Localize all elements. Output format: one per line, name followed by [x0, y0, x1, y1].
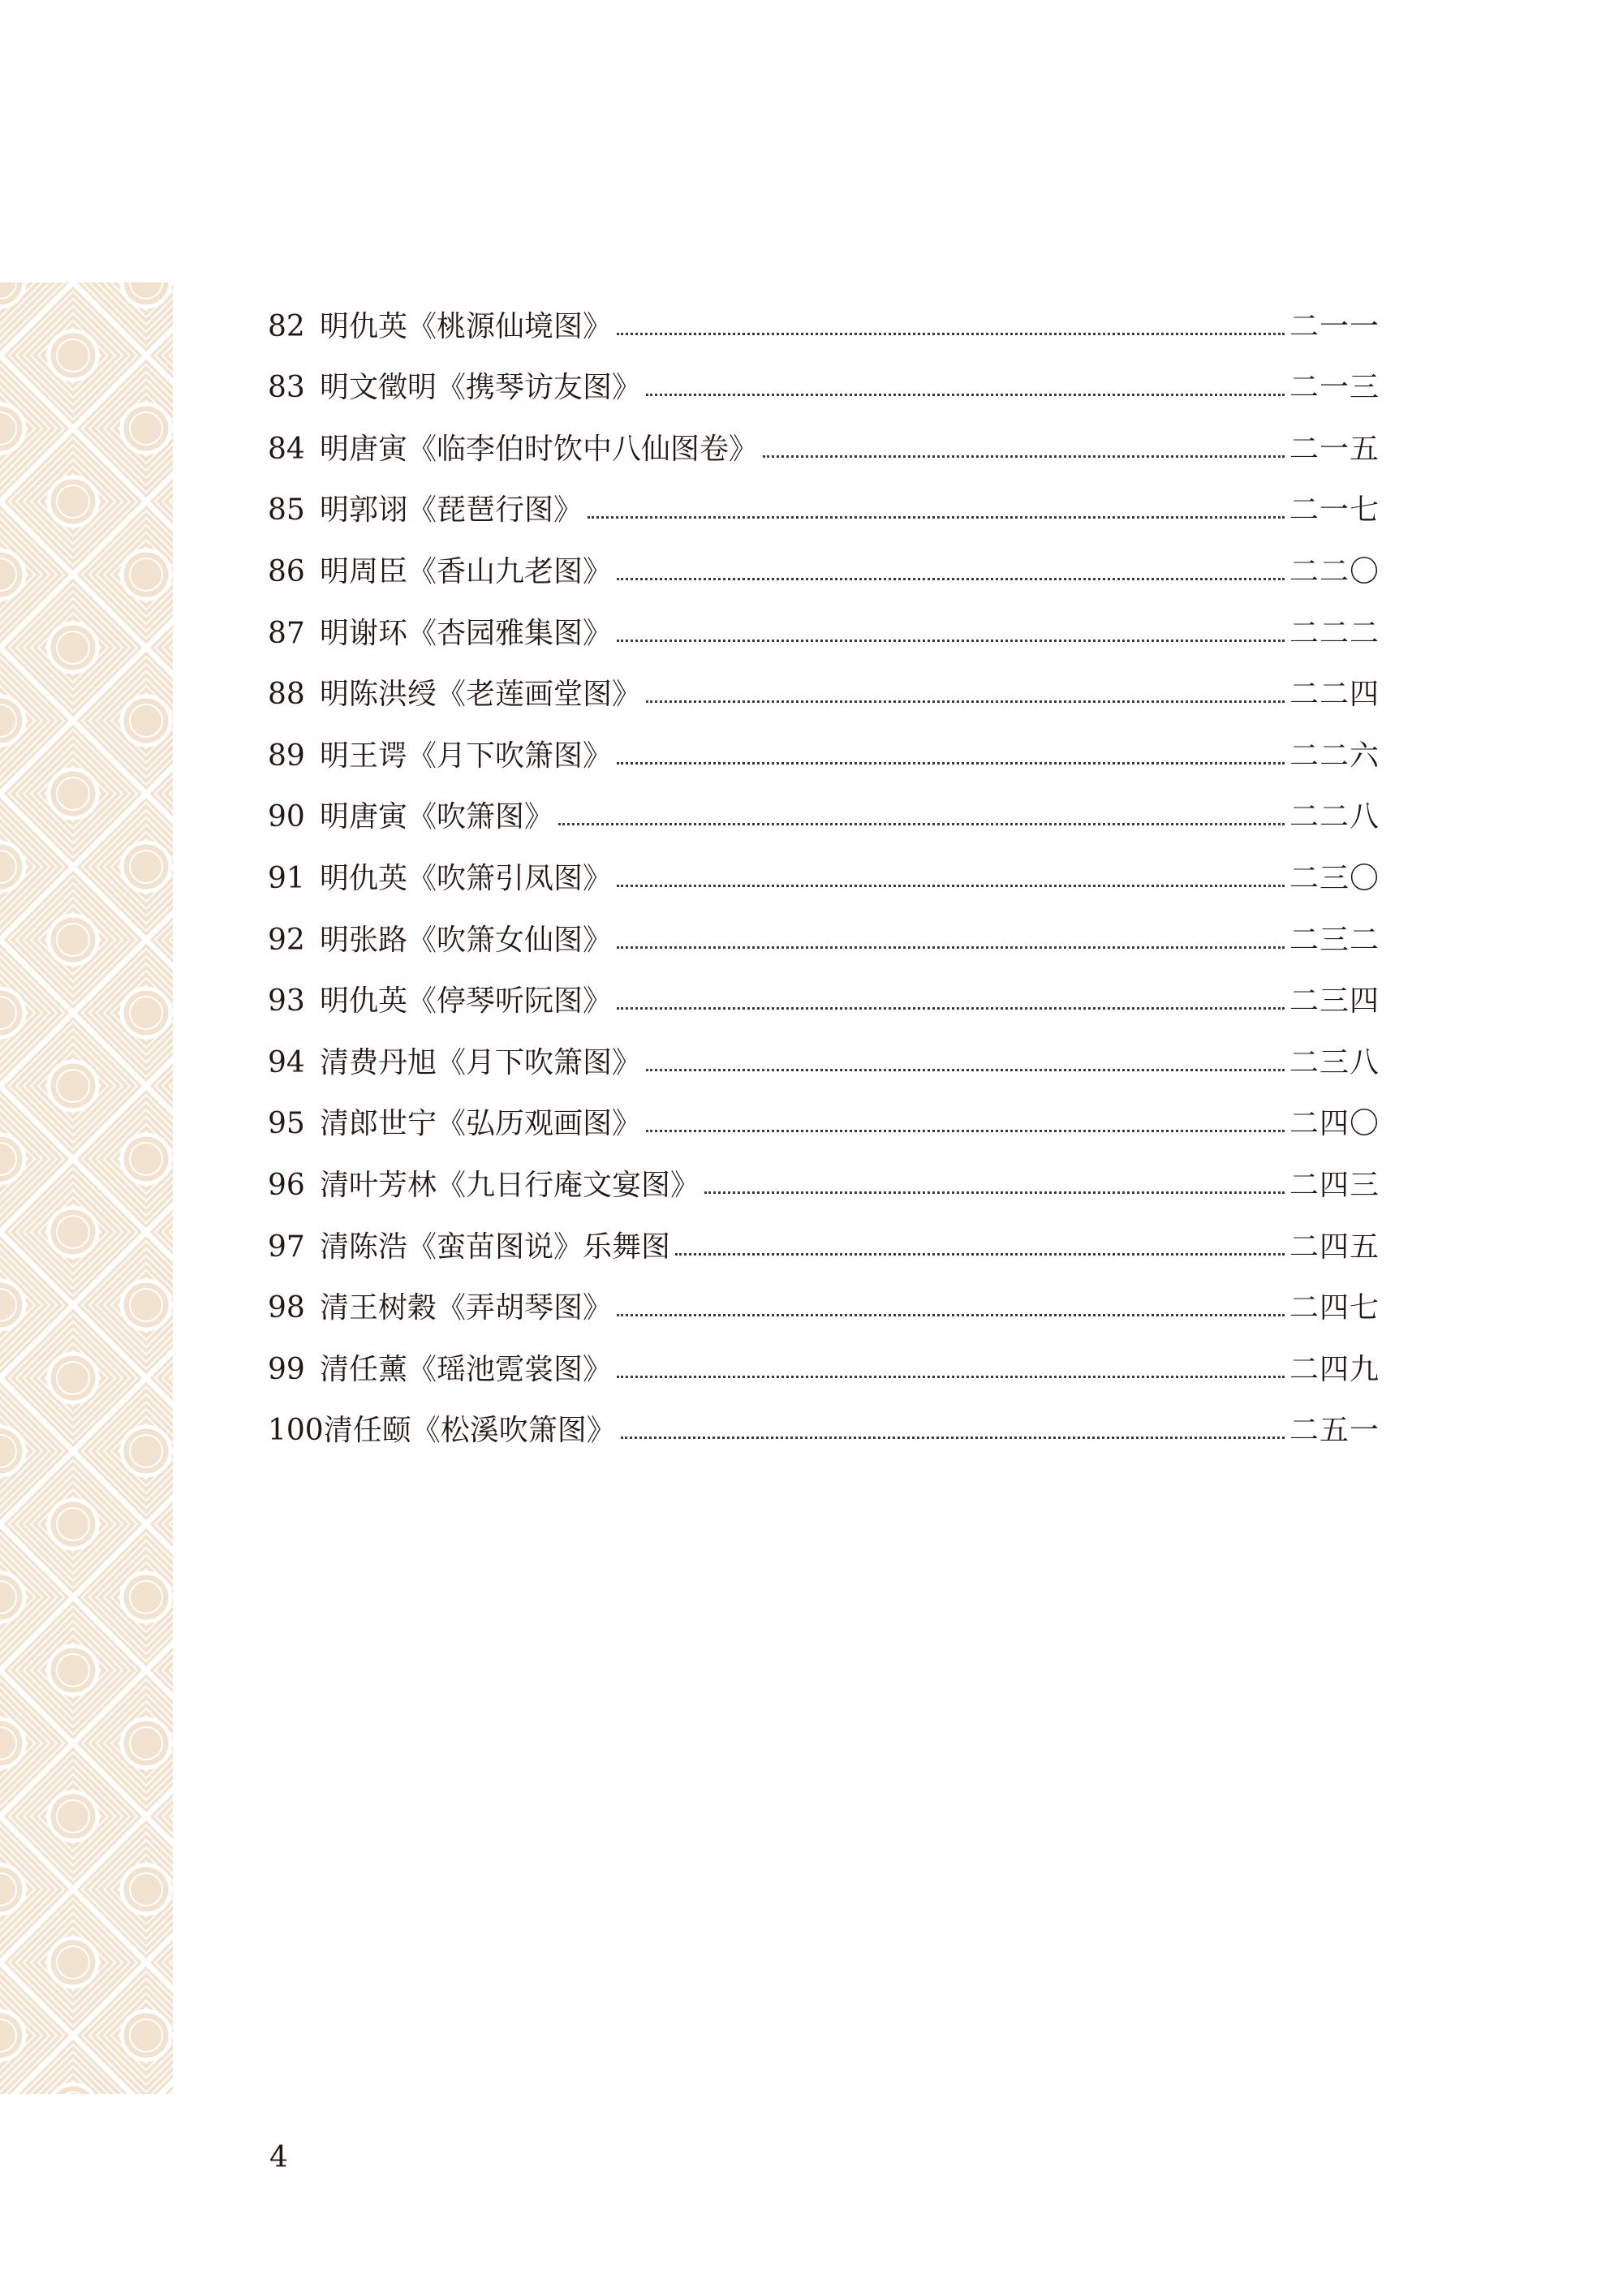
- toc-entry-number: 96: [268, 1168, 305, 1202]
- toc-entry-page: 二二四: [1289, 678, 1380, 712]
- toc-entry[interactable]: [268, 1262, 1380, 1324]
- dot-leader: [621, 1437, 1285, 1439]
- toc-entry-page: 二二二: [1289, 616, 1380, 650]
- toc-entry-number: 92: [268, 923, 305, 957]
- toc-entry-number: 85: [268, 493, 305, 528]
- toc-entry[interactable]: [268, 709, 1380, 771]
- table-of-contents: [268, 280, 1380, 1448]
- dot-leader: [588, 516, 1285, 519]
- toc-entry-number: 95: [268, 1107, 305, 1141]
- toc-entry-page: 二四三: [1289, 1168, 1380, 1202]
- toc-entry-number: 87: [268, 616, 305, 650]
- dot-leader: [617, 946, 1285, 949]
- toc-entry-title: 明文徵明《携琴访友图》: [320, 371, 642, 405]
- toc-entry[interactable]: [268, 280, 1380, 342]
- dot-leader: [646, 1069, 1285, 1071]
- toc-entry-page: 二二八: [1289, 800, 1380, 834]
- toc-entry-title: 清任颐《松溪吹箫图》: [323, 1414, 616, 1448]
- dot-leader: [617, 762, 1285, 765]
- toc-entry-page: 二四〇: [1289, 1107, 1380, 1141]
- toc-entry-page: 二一一: [1289, 309, 1380, 343]
- toc-entry-title: 清陈浩《蛮苗图说》乐舞图: [320, 1230, 671, 1264]
- toc-entry-title: 明仇英《吹箫引凤图》: [320, 861, 613, 895]
- toc-entry[interactable]: [268, 832, 1380, 894]
- page-number: 4: [269, 2141, 288, 2174]
- toc-entry-number: 98: [268, 1291, 305, 1325]
- dot-leader: [617, 1007, 1285, 1010]
- dot-leader: [704, 1191, 1285, 1194]
- toc-entry-page: 二五一: [1289, 1414, 1380, 1448]
- toc-entry[interactable]: [268, 342, 1380, 403]
- toc-entry[interactable]: [268, 403, 1380, 464]
- toc-entry-number: 91: [268, 861, 305, 895]
- toc-entry[interactable]: [268, 955, 1380, 1017]
- dot-leader: [617, 333, 1285, 335]
- dot-leader: [617, 640, 1285, 642]
- toc-entry-page: 二三〇: [1289, 861, 1380, 895]
- toc-entry-number: 84: [268, 432, 305, 466]
- toc-entry[interactable]: [268, 587, 1380, 648]
- toc-entry-page: 二二〇: [1289, 554, 1380, 588]
- toc-entry-title: 明周臣《香山九老图》: [320, 554, 613, 588]
- dot-leader: [617, 1376, 1285, 1378]
- toc-entry-title: 明陈洪绶《老莲画堂图》: [320, 678, 642, 712]
- toc-entry-title: 明张路《吹箫女仙图》: [320, 923, 613, 957]
- toc-entry-title: 明唐寅《吹箫图》: [320, 800, 554, 834]
- toc-entry-number: 100: [268, 1414, 324, 1448]
- toc-entry-title: 清郎世宁《弘历观画图》: [320, 1107, 642, 1141]
- toc-entry-number: 88: [268, 678, 305, 712]
- toc-entry-page: 二二六: [1289, 739, 1380, 773]
- toc-entry-page: 二四七: [1289, 1291, 1380, 1325]
- toc-entry-number: 90: [268, 800, 305, 834]
- toc-entry[interactable]: [268, 1200, 1380, 1262]
- toc-entry-number: 86: [268, 554, 305, 588]
- dot-leader: [617, 885, 1285, 887]
- toc-entry-title: 清任薰《瑶池霓裳图》: [320, 1352, 613, 1386]
- toc-entry[interactable]: [268, 1323, 1380, 1385]
- toc-entry-title: 明仇英《停琴听阮图》: [320, 984, 613, 1019]
- toc-entry-number: 94: [268, 1045, 305, 1079]
- toc-entry-number: 99: [268, 1352, 305, 1386]
- toc-entry[interactable]: [268, 525, 1380, 587]
- toc-entry-number: 82: [268, 309, 305, 343]
- dot-leader: [675, 1253, 1285, 1256]
- toc-entry-page: 二三四: [1289, 984, 1380, 1019]
- decorative-side-band: [0, 282, 173, 2094]
- toc-entry-title: 清叶芳林《九日行庵文宴图》: [320, 1168, 700, 1202]
- toc-entry-page: 二一三: [1289, 371, 1380, 405]
- toc-entry[interactable]: [268, 1078, 1380, 1139]
- toc-entry[interactable]: [268, 1385, 1380, 1446]
- lattice-pattern-icon: [0, 282, 173, 2094]
- dot-leader: [617, 578, 1285, 580]
- toc-entry-page: 二三二: [1289, 923, 1380, 957]
- dot-leader: [646, 700, 1285, 703]
- toc-entry-title: 清王树穀《弄胡琴图》: [320, 1291, 613, 1325]
- toc-entry-number: 83: [268, 371, 305, 405]
- toc-entry-number: 89: [268, 739, 305, 773]
- toc-entry[interactable]: [268, 771, 1380, 833]
- toc-entry[interactable]: [268, 648, 1380, 710]
- dot-leader: [646, 394, 1285, 396]
- toc-entry[interactable]: [268, 1016, 1380, 1078]
- toc-entry-page: 二四五: [1289, 1230, 1380, 1264]
- toc-entry[interactable]: [268, 1139, 1380, 1200]
- toc-entry-title: 明唐寅《临李伯时饮中八仙图卷》: [320, 432, 759, 466]
- toc-entry-page: 二四九: [1289, 1352, 1380, 1386]
- dot-leader: [646, 1130, 1285, 1132]
- toc-entry[interactable]: [268, 894, 1380, 955]
- toc-entry-page: 二一七: [1289, 493, 1380, 528]
- toc-entry-title: 明谢环《杏园雅集图》: [320, 616, 613, 650]
- toc-entry-number: 93: [268, 984, 305, 1019]
- dot-leader: [617, 1314, 1285, 1316]
- toc-entry-page: 二三八: [1289, 1045, 1380, 1079]
- dot-leader: [763, 455, 1285, 458]
- toc-entry-title: 明王谔《月下吹箫图》: [320, 739, 613, 773]
- dot-leader: [558, 823, 1285, 825]
- toc-entry-page: 二一五: [1289, 432, 1380, 466]
- toc-entry-title: 清费丹旭《月下吹箫图》: [320, 1045, 642, 1079]
- toc-entry-number: 97: [268, 1230, 305, 1264]
- toc-entry-title: 明郭诩《琵琶行图》: [320, 493, 583, 528]
- toc-entry-title: 明仇英《桃源仙境图》: [320, 309, 613, 343]
- toc-entry[interactable]: [268, 464, 1380, 526]
